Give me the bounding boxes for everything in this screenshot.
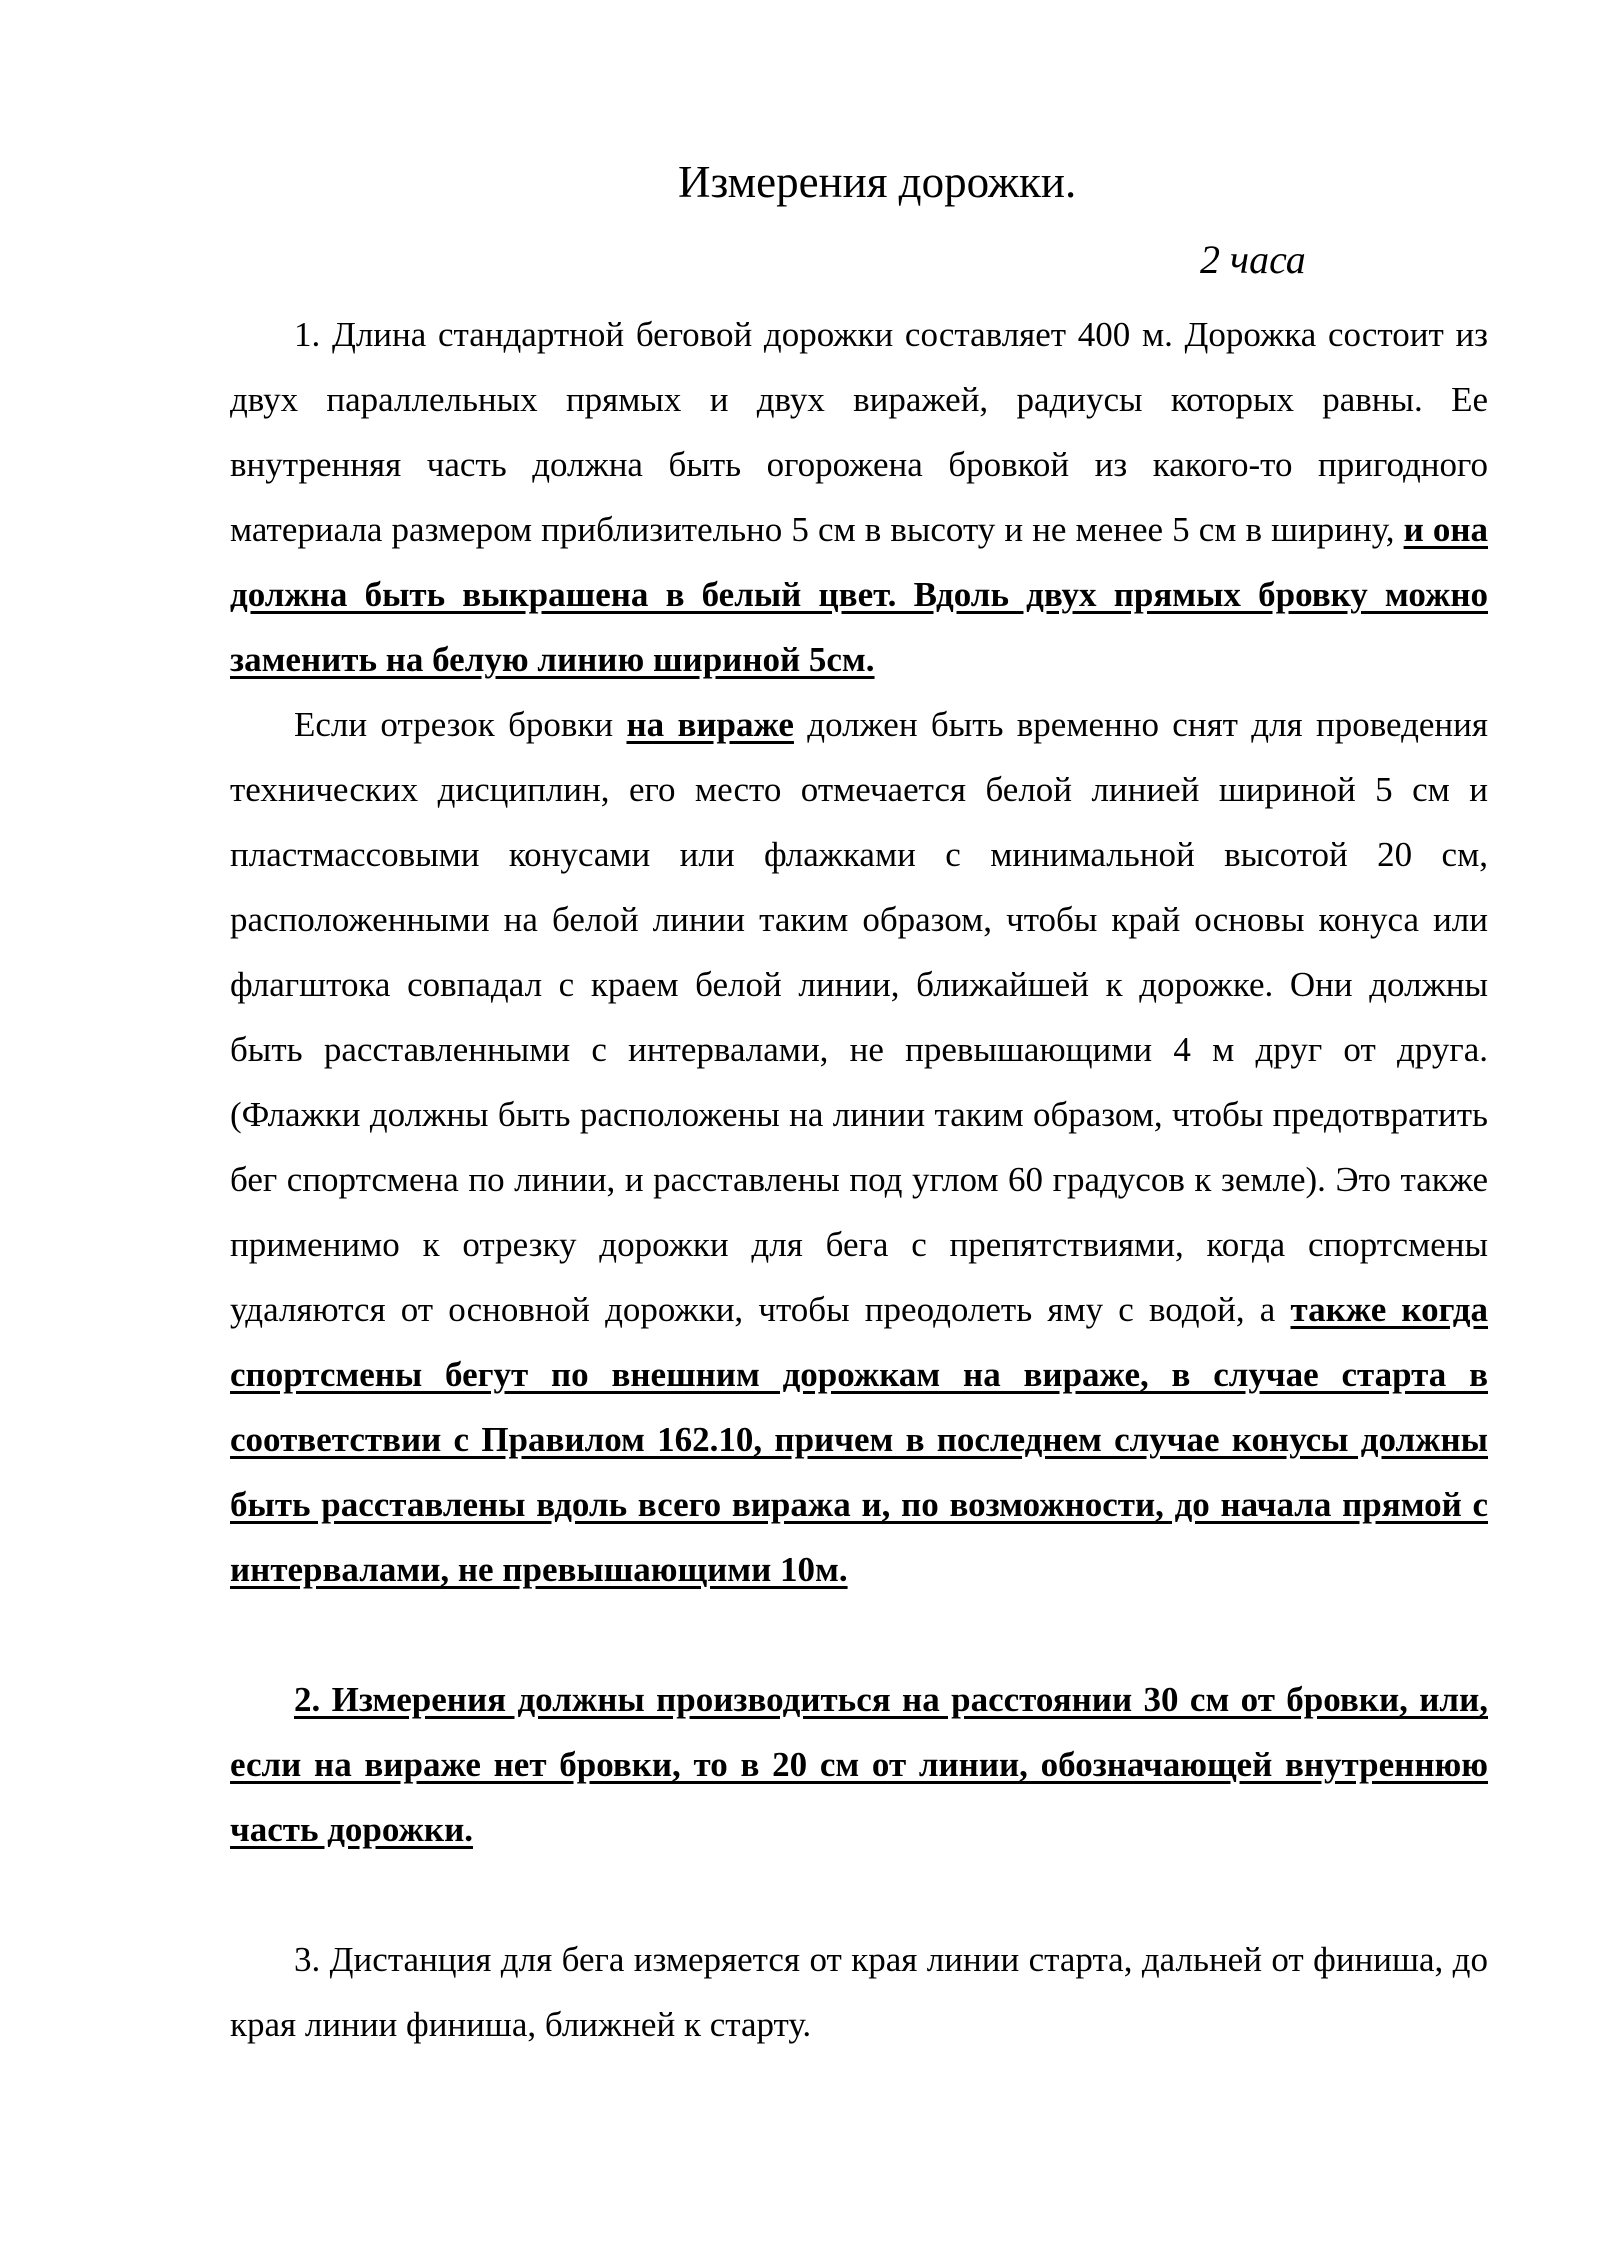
paragraph-3 bbox=[230, 1667, 1488, 1862]
paragraph-4 bbox=[230, 1927, 1488, 2057]
paragraph-2-emphasis-end: также когда спортсмены бегут по внешним дорожкам на вираже, в случае старта в соответствии с Правилом 162.10, причем в последнем случае конусы должны быть расставлены вдоль всего виража и, по возможности, до начала прямой с интервалами, не превышающими 10м. bbox=[230, 1290, 1488, 1589]
paragraph-1-emphasis: и она должна быть выкрашена в белый цвет. Вдоль двух прямых бровку можно заменить на белую линию шириной 5см. bbox=[230, 510, 1488, 679]
paragraph-2 bbox=[230, 692, 1488, 1602]
paragraph-1-text: 1. Длина стандартной беговой дорожки составляет 400 м. Дорожка состоит из двух параллельных прямых и двух виражей, радиусы которых равны. Ее внутренняя часть должна быть огорожена бровкой из какого-то пригодного материала размером приблизительно 5 см в высоту и не менее 5 см в ширину, bbox=[230, 315, 1488, 549]
paragraph-2-emphasis-virazh: на вираже bbox=[626, 705, 794, 744]
paragraph-2-text-start: Если отрезок бровки bbox=[294, 705, 627, 744]
document-title: Измерения дорожки. bbox=[678, 157, 1077, 207]
paragraph-1 bbox=[230, 302, 1488, 692]
paragraph-2-text-middle: должен быть временно снят для проведения технических дисциплин, его место отмечается белой линией шириной 5 см и пластмассовыми конусами или флажками с минимальной высотой 20 см, расположенными на белой линии таким образом, чтобы край основы конуса или флагштока совпадал с краем белой линии, ближайшей к дорожке. Они должны быть расставленными с интервалами, не превышающими 4 м друг от друга. (Флажки должны быть расположены на линии таким образом, чтобы предотвратить бег спортсмена по линии, и расставлены под углом 60 градусов к земле). Это также применимо к отрезку дорожки для бега с препятствиями, когда спортсмены удаляются от основной дорожки, чтобы преодолеть яму с водой, а bbox=[230, 705, 1488, 1329]
paragraph-4-text: 3. Дистанция для бега измеряется от края линии старта, дальней от финиша, до края линии финиша, ближней к старту. bbox=[230, 1940, 1488, 2044]
paragraph-3-emphasis: 2. Измерения должны производиться на расстоянии 30 см от бровки, или, если на вираже нет бровки, то в 20 см от линии, обозначающей внутреннюю часть дорожки. bbox=[230, 1680, 1488, 1849]
document-subtitle: 2 часа bbox=[1200, 237, 1306, 282]
